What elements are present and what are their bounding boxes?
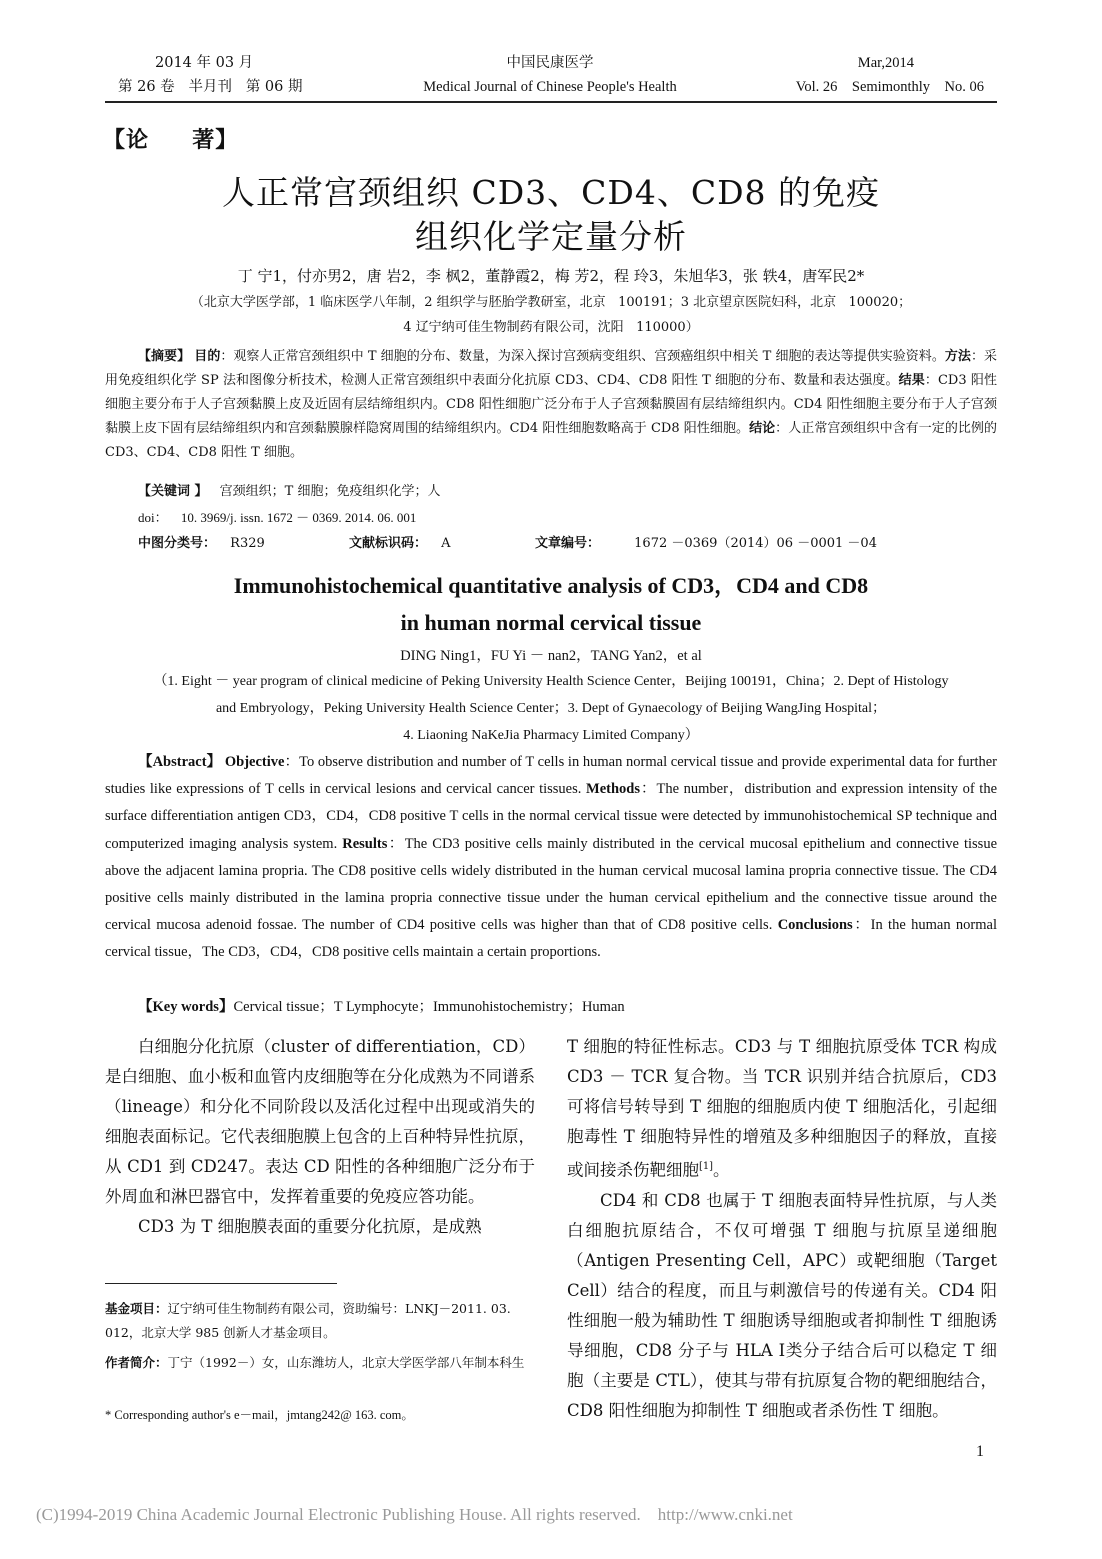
body-left-column [105,1032,535,1242]
body-right-column [567,1032,997,1426]
abstract-en-label: 【Abstract】 [138,754,222,770]
doi-text: 10. 3969/j. issn. 1672 － 0369. 2014. 06. 001 [180,510,417,525]
affiliation-en-line3: 4. Liaoning NaKeJia Pharmacy Limited Company） [403,728,699,743]
doc-code [349,532,451,556]
body-left-paragraph-2: CD3 为 T 细胞膜表面的重要分化抗原，是成熟 [138,1217,482,1236]
footnote-rule [105,1283,337,1284]
keywords-en-label: 【Key words】 [138,999,234,1015]
abstract-en-objective-label: Objective [224,754,285,770]
affiliation-cn-line2: 4 辽宁纳可佳生物制药有限公司，沈阳 110000） [403,320,699,335]
body-left-paragraph-1: 白细胞分化抗原（cluster of differentiation，CD）是白细胞、血小板和血管内皮细胞等在分化成熟为不同谱系（lineage）和分化不同阶段以及活化过程中出现或消失的细胞表面标记。它代表细胞膜上包含的上百种特异性抗原，从 CD1 到 CD247。表达 CD 阳性的各种细胞广泛分布于外周血和淋巴器官中，发挥着重要的免疫应答功能。 [105,1037,535,1206]
abstract-en-conclusion-label: Conclusions [777,917,853,934]
doi [138,506,416,530]
doi-label: doi： [138,510,168,525]
authors-cn: 丁 宁1，付亦男2，唐 岩2，李 枫2，董静霞2，梅 芳2，程 玲3，朱旭华3，张 轶4，唐军民2* [237,267,865,285]
page-number: 1 [976,1443,984,1460]
footnote-author [105,1351,550,1375]
body-right-paragraph-1-text: T 细胞的特征性标志。CD3 与 T 细胞抗原受体 TCR 构成 CD3 － TCR 复合物。当 TCR 识别并结合抗原后，CD3 可将信号转导到 T 细胞的细胞质内使 T 细胞活化，引起细胞毒性 T 细胞特异性的增殖及多种细胞因子的释放，直接或间接杀伤靶细胞 [567,1037,997,1180]
keywords-cn-text: 宫颈组织；T 细胞；免疫组织化学；人 [219,484,441,499]
abstract-en-results-label: Results [342,835,388,852]
footnote-author-label: 作者简介： [105,1355,168,1370]
header-journal-en: Medical Journal of Chinese People's Health [423,79,677,95]
header-volume-en: Vol. 26 Semimonthly No. 06 [795,79,984,95]
footnote-fund-label: 基金项目： [105,1301,168,1316]
footnote-fund-text: 辽宁纳可佳生物制药有限公司，资助编号：LNKJ－2011. 03. 012，北京大学 985 创新人才基金项目。 [105,1301,511,1340]
abstract-cn [105,345,997,465]
abstract-cn-results-label: 结果 [898,373,925,388]
clc-label: 中图分类号： [138,536,217,551]
affiliation-en-line2: and Embryology，Peking University Health Science Center；3. Dept of Gynaecology of Beijing WangJing Hospital； [215,701,887,716]
citation-ref[interactable]: [1] [699,1161,713,1172]
article-number-value: 1672 －0369（2014）06 －0001 －04 [634,536,877,551]
footnote-author-text: 丁宁（1992－）女，山东潍坊人，北京大学医学部八年制本科生 [167,1355,525,1370]
body-right-paragraph-2: CD4 和 CD8 也属于 T 细胞表面特异性抗原，与人类白细胞抗原结合，不仅可增强 T 细胞与抗原呈递细胞（Antigen Presenting Cell，APC）或靶细胞（Target Cell）结合的程度，而且与刺激信号的传递有关。CD4 阳性细胞一般为辅助性 T 细胞诱导细胞或者抑制性 T 细胞诱导细胞，CD8 分子与 HLA Ⅰ类分子结合后可以稳定 T 细胞（主要是 CTL），使其与带有抗原复合物的靶细胞结合，CD8 阳性细胞为抑制性 T 细胞或者杀伤性 T 细胞。 [567,1190,997,1420]
header-journal-cn: 中国民康医学 [506,55,594,71]
footnote-fund [105,1297,550,1345]
keywords-en-text: Cervical tissue；T Lymphocyte；Immunohistochemistry；Human [233,999,625,1015]
abstract-cn-label: 【摘要】 [138,349,191,364]
abstract-cn-objective: ：观察人正常宫颈组织中 T 细胞的分布、数量，为深入探讨宫颈病变组织、宫颈癌组织中相关 T 细胞的表达等提供实验资料。 [220,349,945,364]
abstract-cn-methods-label: 方法 [944,349,971,364]
abstract-en-methods: ：The number，distribution and expression intensity of the surface differentiation antigen CD3，CD4，CD8 positive T cells in the normal cervical tissue were detected by immunohistochemical SP technique and computerized imaging analysis system. [105,781,998,852]
keywords-cn [138,480,440,504]
abstract-cn-conclusion: ：人正常宫颈组织中含有一定的比例的 CD3、CD4、CD8 阳性 T 细胞。 [105,421,997,460]
article-number [535,532,877,556]
header-date-cn: 2014 年 03 月 [155,55,254,71]
body-right-paragraph-1 [567,1032,997,1186]
clc-value: R329 [230,536,265,551]
authors-en: DING Ning1，FU Yi － nan2，TANG Yan2，et al [400,648,702,664]
title-cn-line2: 组织化学定量分析 [415,217,687,256]
body-right-paragraph-1-end: 。 [713,1160,730,1180]
title-cn-line1: 人正常宫颈组织 CD3、CD4、CD8 的免疫 [221,173,881,212]
affiliation-en-line1: （1. Eight － year program of clinical medicine of Peking University Health Science Center，Beijing 100191，China；2. Dept of Histology [153,674,949,689]
keywords-en [138,994,625,1021]
section-label: 【论 著】 [103,127,239,153]
abstract-en-results: ：The CD3 positive cells mainly distributed in the cervical mucosal epithelium and connective tissue above the adjacent lamina propria. The CD8 positive cells widely distributed in the human cervical mucosal lamina propria connective tissue. The CD4 positive cells mainly distributed in the lamina propria connective tissue under the human cervical epithelium and the connective tissue around the cervical mucosa adenoid fossae. The number of CD4 positive cells was higher than that of CD8 positive cells. [105,835,997,934]
clc [138,532,265,556]
title-en-line1: Immunohistochemical quantitative analysis of CD3，CD4 and CD8 [233,573,869,598]
copyright-line: (C)1994-2019 China Academic Journal Electronic Publishing House. All rights reserved. http://www.cnki.net [36,1505,793,1524]
abstract-en-objective: ：To observe distribution and number of T cells in human normal cervical tissue and provide experimental data for further studies like expressions of T cells in cervical lesions and cervical cancer tissues. [105,754,997,798]
abstract-en [105,749,997,967]
affiliation-cn-line1: （北京大学医学部，1 临床医学八年制，2 组织学与胚胎学教研室，北京 100191；3 北京望京医院妇科，北京 100020； [190,295,912,310]
keywords-cn-label: 【关键词 】 [138,484,208,499]
abstract-cn-conclusion-label: 结论 [749,421,776,436]
abstract-en-methods-label: Methods [586,781,640,798]
abstract-cn-results: ：CD3 阳性细胞主要分布于人子宫颈黏膜上皮及近固有层结缔组织内。CD8 阳性细胞广泛分布于人子宫颈黏膜固有层结缔组织内。CD4 阳性细胞主要分布于人子宫颈黏膜上皮下固有层结缔组织内和宫颈黏膜腺样隐窝周围的结缔组织内。CD4 阳性细胞数略高于 CD8 阳性细胞。 [105,373,997,436]
abstract-cn-methods: ：采用免疫组织化学 SP 法和图像分析技术，检测人正常宫颈组织中表面分化抗原 CD3、CD4、CD8 阳性 T 细胞的分布、数量和表达强度。 [105,349,997,388]
doc-code-label: 文献标识码： [349,536,428,551]
footnote-corresponding: * Corresponding author's e－mail，jmtang242@ 163. com。 [105,1408,414,1422]
header-volume-cn: 第 26 卷 半月刊 第 06 期 [118,79,303,95]
doc-code-value: A [441,536,451,551]
abstract-cn-objective-label: 目的 [194,349,221,364]
title-en-line2: in human normal cervical tissue [400,610,702,635]
header-date-en: Mar,2014 [857,55,914,71]
header-rule [105,101,997,103]
article-number-label: 文章编号： [535,536,601,551]
abstract-en-conclusion: ：In the human normal cervical tissue，The CD3，CD4，CD8 positive cells maintain a certain proportions. [105,917,997,961]
